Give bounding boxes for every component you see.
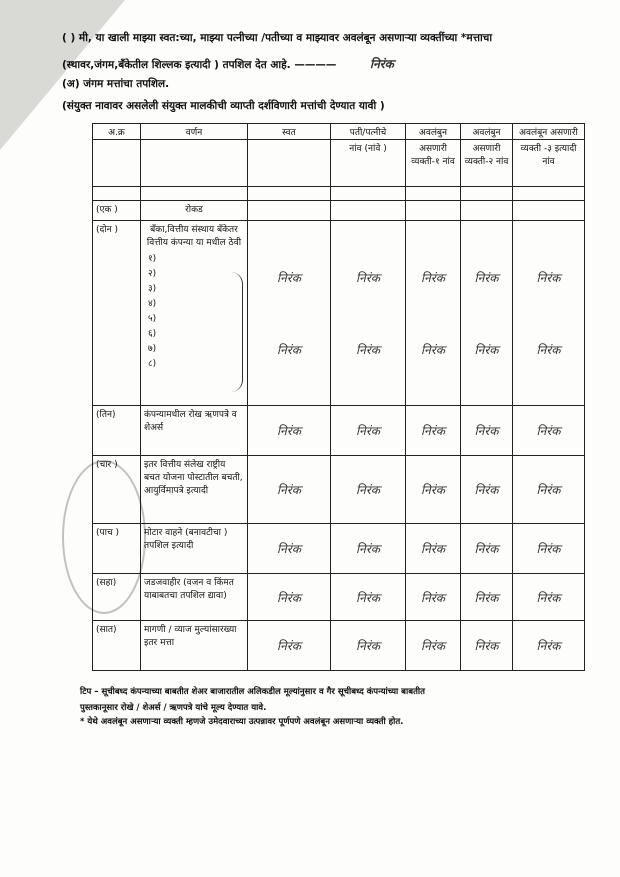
row-number: (एक ) [93,201,141,221]
movable-assets-table [92,123,585,671]
header-cell: अवलंबुन [406,124,461,140]
row-description: कंपन्यामधील रोख ऋणपत्रे व शेअर्स [141,406,248,456]
sub-item: १) [148,254,157,264]
table-row [93,406,585,456]
nil-entry: निरंक [461,574,513,621]
header-cell: अवलंबून असणारी [513,124,585,140]
row-number: (सात) [93,621,141,671]
table-row [93,621,585,671]
blank-row [93,187,585,201]
table-row [93,524,585,574]
nil-entry: निरंक [331,524,406,574]
nil-entry: निरंक [248,621,331,671]
nil-entry: निरंक [406,574,461,621]
note-line-1: टिप – सूचीबध्द कंपन्याच्या बाबतीत शेअर बाजारातील अलिकडील मूल्यांनुसार व गैर सूचीबध्द कंपन्यांच्या बाबतीत [80,687,425,697]
row-description: जडजवाहीर (वजन व किंमत याबाबतचा तपशिल द्यावा) [141,574,248,621]
nil-entry: निरंक [248,456,331,524]
sub-item: ६) [148,329,157,339]
row-number: (चार ) [93,456,141,524]
table-row [93,221,585,406]
header-cell: पती/पत्नीचे [331,124,406,140]
nil-entry: निरंक निरंक [248,221,331,406]
intro-line-3: (अ) जंगम मत्तांचा तपशिल. [62,78,170,90]
row-number: (सहा) [93,574,141,621]
nil-entry: निरंक [406,524,461,574]
table-row [93,456,585,524]
nil-entry: निरंक [406,406,461,456]
nil-entry: निरंक [248,574,331,621]
nil-entry: निरंक निरंक [406,221,461,406]
nil-entry: निरंक [513,621,585,671]
row-description: मोटार वाहने (बनावटीचा ) तपशिल इत्यादी [141,524,248,574]
row-number: (पाच ) [93,524,141,574]
nil-entry: निरंक [461,406,513,456]
subheader-cell: असणारी व्यक्ती-१ नांव [406,140,461,187]
nil-entry: निरंक [513,456,585,524]
header-cell: वर्णन [141,124,248,140]
nil-entry: निरंक [513,524,585,574]
nil-entry: निरंक [513,574,585,621]
nil-entry: निरंक निरंक [513,221,585,406]
sub-item: ५) [148,314,157,324]
intro-line-2-text: (स्थावर,जंगम,बँकेतील शिल्लक इत्यादी ) तपशिल देत आहे. ———— [62,59,337,71]
subheader-cell: असणारी व्यक्ती-२ नांव [461,140,513,187]
sub-item: ७) [148,344,157,354]
nil-entry: निरंक [461,524,513,574]
row-description: मागणी / व्याज मुल्यांसारख्या इतर मत्ता [141,621,248,671]
subheader-cell: व्यक्ती -३ इत्यादी नांव [513,140,585,187]
sub-item: २) [148,269,157,279]
note-line-2: पुस्तकानूसार रोखे / शेअर्स / ऋणपत्रे यांचे मूल्य देण्यात यावे. [80,703,267,713]
nil-entry: निरंक [331,574,406,621]
intro-line-2 [62,55,394,72]
subheader-cell: नांव (नांवे ) [331,140,406,187]
header-cell: अवलंबुन [461,124,513,140]
row-description: रोकड [141,201,248,221]
subheader-cell [141,140,248,187]
subheader-cell [93,140,141,187]
table-row [93,574,585,621]
row-description: इतर वित्तीय संलेख राष्ट्रीय बचत योजना पोस्टातील बचती, आयुर्विमापत्रे इत्यादी [141,456,248,524]
sub-item: ३) [148,284,157,294]
note-line-3: * येथे अवलंबून असणाऱ्या व्यक्ती म्हणजे उमेदवाराच्या उत्पन्नावर पूर्णपणे अवलंबून असणाऱ्या व्यक्ती होत. [80,717,404,727]
sub-item: ८) [148,359,157,369]
nil-entry: निरंक निरंक [331,221,406,406]
table-header-row [93,124,585,140]
subheader-cell [248,140,331,187]
header-cell: अ.क्र [93,124,141,140]
nil-entry: निरंक [406,456,461,524]
row-number: (दोन ) [93,221,141,406]
sub-item: ४) [148,299,157,309]
table-row [93,201,585,221]
intro-line-1: ( ) मी, या खाली माझ्या स्वत:च्या, माझ्या पत्नीच्या /पतीच्या व माझ्यावर अवलंबून असणाऱ्या व्यक्तींच्या *मत्ताचा [62,32,493,44]
nil-entry: निरंक [248,406,331,456]
handwritten-nil: निरंक [370,57,394,71]
nil-entry: निरंक निरंक [461,221,513,406]
intro-line-4: (संयुक्त नावावर असलेली संयुक्त मालकीची व्याप्ती दर्शविणारी मत्तांची देण्यात यावी ) [62,100,385,112]
row-description-text: बँका,वित्तीय संस्थाय बँकेतर वित्तीय कंपन्या या मधील ठेवी [146,225,242,248]
table-subheader-row [93,140,585,187]
nil-entry: निरंक [248,524,331,574]
nil-entry: निरंक [331,406,406,456]
header-cell: स्वत [248,124,331,140]
nil-entry: निरंक [406,621,461,671]
nil-entry: निरंक [513,406,585,456]
curly-brace [230,272,243,392]
nil-entry: निरंक [331,621,406,671]
nil-entry: निरंक [461,621,513,671]
nil-entry: निरंक [461,456,513,524]
row-number: (तिन) [93,406,141,456]
nil-entry: निरंक [331,456,406,524]
